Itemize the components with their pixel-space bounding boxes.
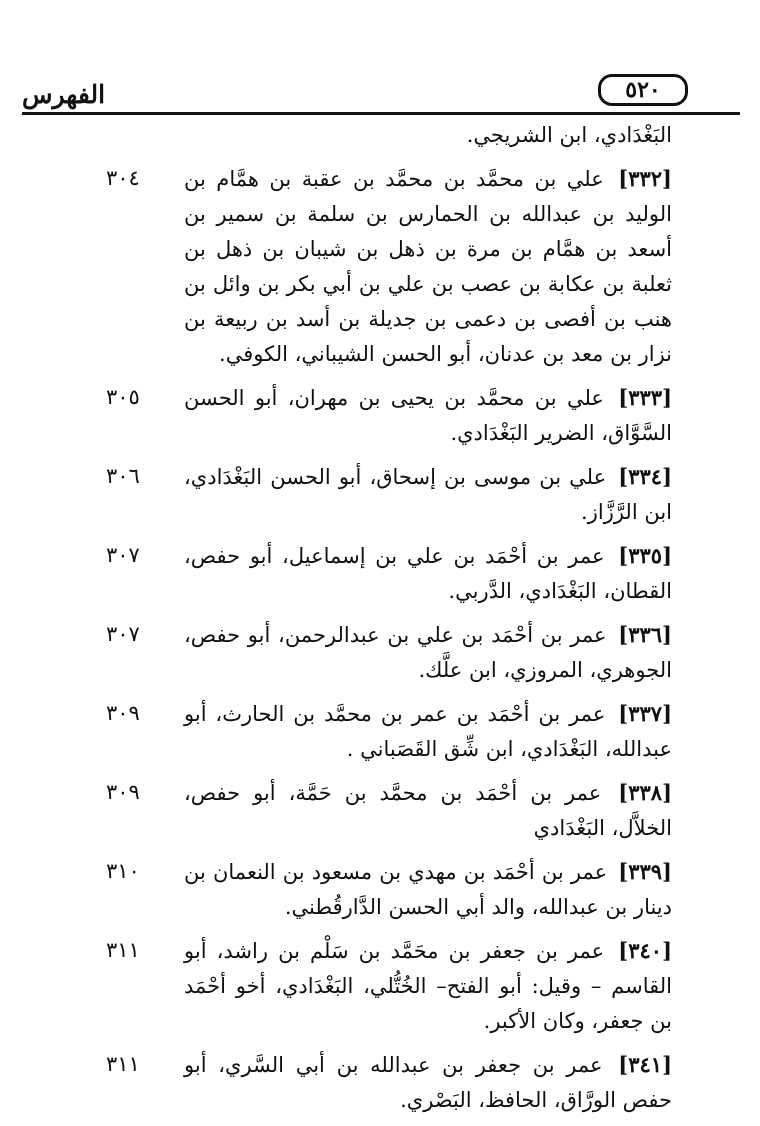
entry-number: [٣٣٢] (618, 166, 672, 191)
entry-number: [٣٣٦] (618, 622, 672, 647)
entry-text: علي بن محمَّد بن محمَّد بن عقبة بن همَّام بن الوليد بن عبدالله بن الحمارس بن سلمة بن سمير بن أسعد بن همَّام بن مرة بن ذهل بن شيبان بن ذهل بن ثعلبة بن عكابة بن عصب بن علي بن أبي بكر بن وائل بن هنب بن أفصى بن دعمى بن جديلة بن أسد بن ربيعة بن نزار بن معد بن عدنان، أبو الحسن الشيباني، الكوفي. (184, 167, 672, 366)
index-entry (0, 161, 760, 372)
entry-number: [٣٣٩] (618, 859, 672, 884)
entry-number: [٣٣٣] (618, 385, 672, 410)
entry-number: [٣٣٧] (618, 701, 672, 726)
entry-number: [٣٣٥] (618, 543, 672, 568)
page-header (0, 66, 760, 114)
entry-text: عمر بن أحْمَد بن مهدي بن مسعود بن النعمان بن دينار بن عبدالله، والد أبي الحسن الدَّارقُطني. (184, 860, 672, 919)
entry-page-ref: ٣١١ (106, 938, 140, 962)
entry-text: عمر بن أحْمَد بن علي بن عبدالرحمن، أبو حفص، الجوهري، المروزي، ابن علَّك. (184, 623, 672, 682)
entry-number: [٣٣٨] (618, 780, 672, 805)
index-entry (0, 933, 760, 1039)
entry-page-ref: ٣٠٩ (106, 701, 140, 725)
header-divider (22, 112, 740, 115)
index-entry (0, 617, 760, 688)
entry-number: [٣٤١] (618, 1052, 672, 1077)
entry-number: [٣٣٤] (618, 464, 672, 489)
entry-page-ref: ٣٠٧ (106, 543, 140, 567)
index-entry (0, 1047, 760, 1118)
index-entry (0, 459, 760, 530)
entry-page-ref: ٣٠٥ (106, 385, 140, 409)
header-title: الفهرس (22, 80, 106, 109)
index-entry (0, 380, 760, 451)
index-entries (0, 118, 760, 1126)
index-entry (0, 538, 760, 609)
entry-page-ref: ٣٠٦ (106, 464, 140, 488)
entry-page-ref: ٣١١ (106, 1052, 140, 1076)
entry-number: [٣٤٠] (618, 938, 672, 963)
entry-text: عمر بن أحْمَد بن محمَّد بن حَمَّة، أبو حفص، الخلاَّل، البَغْدَادي (184, 781, 672, 840)
entry-text: عمر بن جعفر بن عبدالله بن أبي السَّري، أبو حفص الورَّاق، الحافظ، البَصْري. (184, 1053, 672, 1112)
header-page-number: ٥٢٠ (598, 74, 688, 106)
index-entry (0, 696, 760, 767)
entry-text: علي بن موسى بن إسحاق، أبو الحسن البَغْدَادي، ابن الرَّزَّاز. (184, 465, 672, 524)
entry-text: عمر بن أحْمَد بن عمر بن محمَّد بن الحارث، أبو عبدالله، البَغْدَادي، ابن شِّق القَصَباني . (184, 702, 672, 761)
entry-text: البَغْدَادي، ابن الشريجي. (466, 123, 672, 147)
entry-page-ref: ٣٠٧ (106, 622, 140, 646)
entry-page-ref: ٣١٠ (106, 859, 140, 883)
index-entry (0, 854, 760, 925)
entry-page-ref: ٣٠٤ (106, 166, 140, 190)
index-entry (0, 775, 760, 846)
index-entry-continuation (0, 118, 760, 153)
entry-page-ref: ٣٠٩ (106, 780, 140, 804)
entry-text: علي بن محمَّد بن يحيى بن مهران، أبو الحسن السَّوَّاق، الضرير البَغْدَادي. (184, 386, 672, 445)
entry-text: عمر بن جعفر بن محَمَّد بن سَلْم بن راشد، أبو القاسم – وقيل: أبو الفتح– الخُتُّلي، البَغْدَادي، أخو أحْمَد بن جعفر، وكان الأكبر. (184, 939, 672, 1033)
entry-text: عمر بن أحْمَد بن علي بن إسماعيل، أبو حفص، القطان، البَغْدَادي، الدَّربي. (184, 544, 672, 603)
